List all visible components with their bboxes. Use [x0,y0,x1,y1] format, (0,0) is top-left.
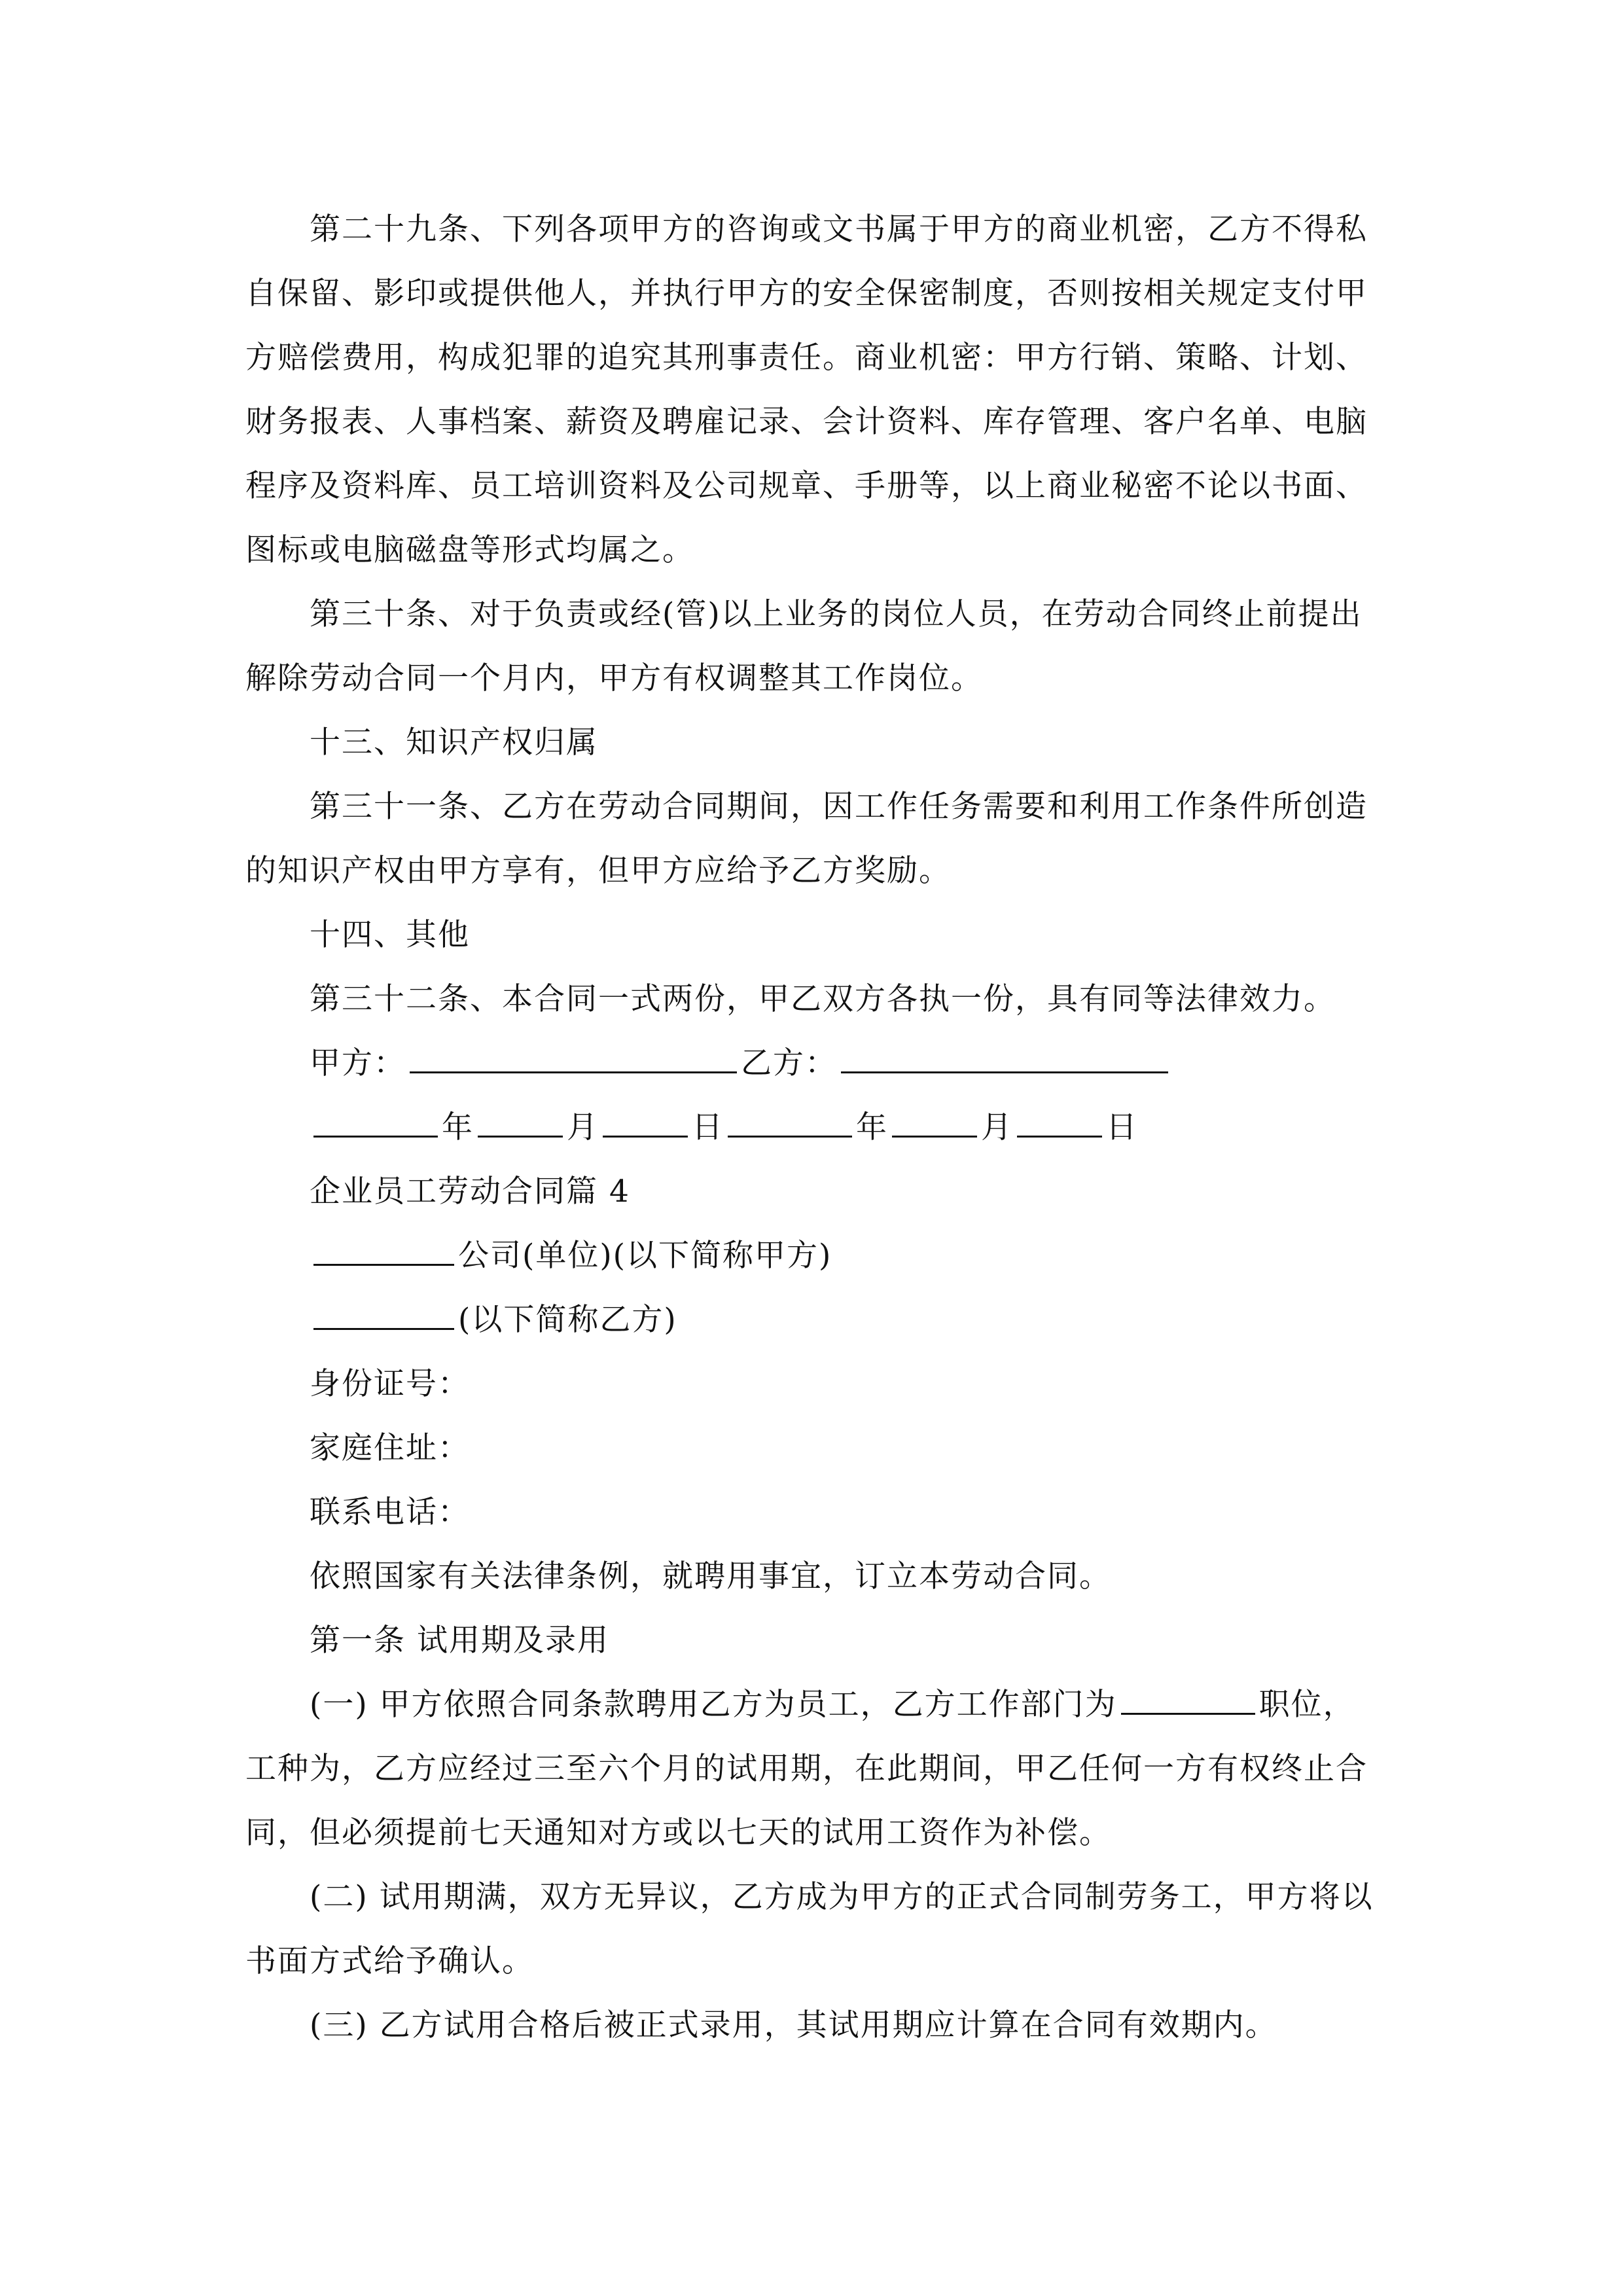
month-label-b: 月 [981,1109,1013,1145]
art29-line-1: 第二十九条、下列各项甲方的咨询或文书属于甲方的商业机密，乙方不得私 [310,211,1368,247]
art29-line-4: 财务报表、人事档案、薪资及聘雇记录、会计资料、库存管理、客户名单、电脑 [245,404,1368,440]
signature-parties-line [245,1031,1391,1096]
month-blank-b [892,1135,977,1138]
section-13-heading: 十三、知识产权归属 [310,725,598,761]
art30-line-1: 第三十条、对于负责或经(管)以上业务的岗位人员，在劳动合同终止前提出 [310,596,1363,632]
company-line [245,1224,1391,1288]
year-blank-b [728,1135,852,1138]
phone-label: 联系电话： [310,1494,470,1530]
art1-1-text-before: (一) 甲方依照合同条款聘用乙方为员工，乙方工作部门为 [310,1687,1117,1723]
art31-line-1: 第三十一条、乙方在劳动合同期间，因工作任务需要和利用工作条件所创造 [310,789,1368,825]
section-14-heading: 十四、其他 [310,917,470,953]
art1-1-line-1 [245,1673,1391,1737]
address-label: 家庭住址： [310,1430,470,1466]
art1-3-text: (三) 乙方试用合格后被正式录用，其试用期应计算在合同有效期内。 [310,2007,1277,2043]
art1-1-line-2: 工种为，乙方应经过三至六个月的试用期，在此期间，甲乙任何一方有权终止合 [245,1751,1368,1787]
party-a-blank [410,1071,737,1073]
company-name-blank [313,1263,454,1266]
art32-text: 第三十二条、本合同一式两份，甲乙双方各执一份，具有同等法律效力。 [310,981,1336,1017]
employee-line-text: (以下简称乙方) [458,1302,677,1338]
signature-date-line [245,1096,1391,1160]
day-blank-b [1017,1135,1102,1138]
party-b-blank [841,1071,1168,1073]
month-blank-a [478,1135,563,1138]
art1-heading: 第一条 试用期及录用 [310,1623,609,1659]
art29-line-6: 图标或电脑磁盘等形式均属之。 [245,532,694,568]
party-a-label: 甲方： [310,1045,406,1081]
employee-name-blank [313,1327,454,1330]
intro-text: 依照国家有关法律条例，就聘用事宜，订立本劳动合同。 [310,1558,1111,1594]
year-label-b: 年 [856,1109,888,1145]
art29-line-2: 自保留、影印或提供他人，并执行甲方的安全保密制度，否则按相关规定支付甲 [245,276,1368,312]
art1-2-line-2: 书面方式给予确认。 [245,1943,534,1979]
party-b-label: 乙方： [741,1045,837,1081]
contract-title-4: 企业员工劳动合同篇 4 [310,1174,630,1210]
day-blank-a [603,1135,688,1138]
art1-1-line-3: 同，但必须提前七天通知对方或以七天的试用工资作为补偿。 [245,1815,1111,1851]
art30-line-2: 解除劳动合同一个月内，甲方有权调整其工作岗位。 [245,660,983,696]
art31-line-2: 的知识产权由甲方享有，但甲方应给予乙方奖励。 [245,853,951,889]
employee-line [245,1288,1391,1352]
year-label-a: 年 [442,1109,474,1145]
year-blank-a [313,1135,438,1138]
department-blank [1121,1712,1255,1715]
company-line-text: 公司(单位)(以下简称甲方) [458,1238,832,1274]
day-label-a: 日 [692,1109,724,1145]
art1-1-text-after: 职位， [1258,1687,1355,1723]
month-label-a: 月 [567,1109,599,1145]
id-number-label: 身份证号： [310,1366,470,1402]
art29-line-3: 方赔偿费用，构成犯罪的追究其刑事责任。商业机密：甲方行销、策略、计划、 [245,340,1368,376]
art29-line-5: 程序及资料库、员工培训资料及公司规章、手册等，以上商业秘密不论以书面、 [245,468,1368,504]
art1-2-line-1: (二) 试用期满，双方无异议，乙方成为甲方的正式合同制劳务工，甲方将以 [310,1879,1374,1915]
document-body [245,198,1391,2058]
day-label-b: 日 [1106,1109,1138,1145]
